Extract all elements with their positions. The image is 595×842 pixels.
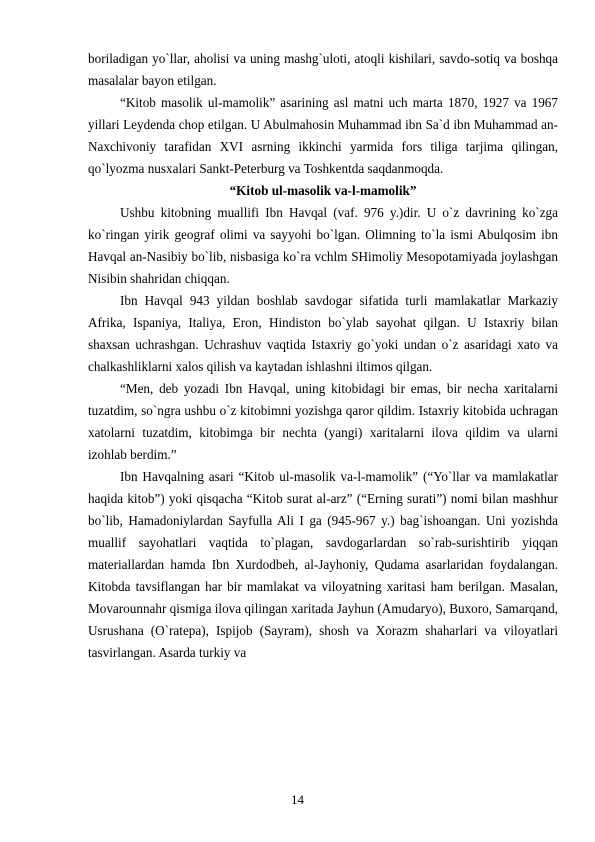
paragraph-travels: Ibn Havqal 943 yildan boshlab savdogar sifatida turli mamlakatlar Markaziy Afrika, Ispaniya, Italiya, Eron, Hindiston bo`ylab sayohat qilgan. U Istaxriy bilan shaxsan uchrashgan. Uchrashuv vaqtida Istaxriy go`yoki undan o`z asaridagi xato va chalkashliklarni xalos qilish va kaytadan ishlashni iltimos qilgan. (88, 293, 558, 374)
document-page (88, 48, 558, 664)
paragraph-book-description: Ibn Havqalning asari “Kitob ul-masolik va-l-mamolik” (“Yo`llar va mamlakatlar haqida kitob”) yoki qisqacha “Kitob surat al-arz” (“Erning surati”) nomi bilan mashhur bo`lib, Hamadoniylardan Sayfulla Ali I ga (945-967 y.) bag`ishoangan. Uni yozishda muallif sayohatlari vaqtida to`plagan, savdogarlardan so`rab-surishtirib yiqqan materiallardan hamda Ibn Xurdodbeh, al-Jayhoniy, Qudama asarlaridan foydalangan. Kitobda tavsiflangan har bir mamlakat va viloyatning xaritasi ham berilgan. Masalan, Movarounnahr qismiga ilova qilingan xaritada Jayhun (Amudaryo), Buxoro, Samarqand, Usrushana (O`ratepa), Ispijob (Sayram), shosh va Xorazm shaharlari va viloyatlari tasvirlangan. Asarda turkiy va (88, 469, 558, 660)
paragraph-continuation: boriladigan yo`llar, aholisi va uning mashg`uloti, atoqli kishilari, savdo-sotiq va boshqa masalalar bayon etilgan. (88, 51, 558, 88)
page-number: 14 (291, 792, 304, 807)
section-heading: “Kitob ul-masolik va-l-mamolik” (229, 183, 417, 198)
paragraph-author: Ushbu kitobning muallifi Ibn Havqal (vaf. 976 y.)dir. U o`z davrining ko`zga ko`ringan yirik geograf olimi va sayyohi bo`lgan. Olimning to`la ismi Abulqosim ibn Havqal an-Nasibiy bo`lib, nisbasiga ko`ra vchlm SHimoliy Mesopotamiyada joylashgan Nisibin shahridan chiqqan. (88, 205, 558, 286)
paragraph-quote: “Men, deb yozadi Ibn Havqal, uning kitobidagi bir emas, bir necha xaritalarni tuzatdim, so`ngra ushbu o`z kitobimni yozishga qaror qildim. Istaxriy kitobida uchragan xatolarni tuzatdim, kitobimga bir nechta (yangi) xaritalarni ilova qildim va ularni izohlab berdim.” (88, 381, 558, 462)
paragraph-publication-history: “Kitob masolik ul-mamolik” asarining asl matni uch marta 1870, 1927 va 1967 yillari Leydenda chop etilgan. U Abulmahosin Muhammad ibn Sa`d ibn Muhammad an-Naxchivoniy tarafidan XVI asrning ikkinchi yarmida fors tiliga tarjima qilingan, qo`lyozma nusxalari Sankt-Peterburg va Toshkentda saqdanmoqda. (88, 95, 558, 176)
